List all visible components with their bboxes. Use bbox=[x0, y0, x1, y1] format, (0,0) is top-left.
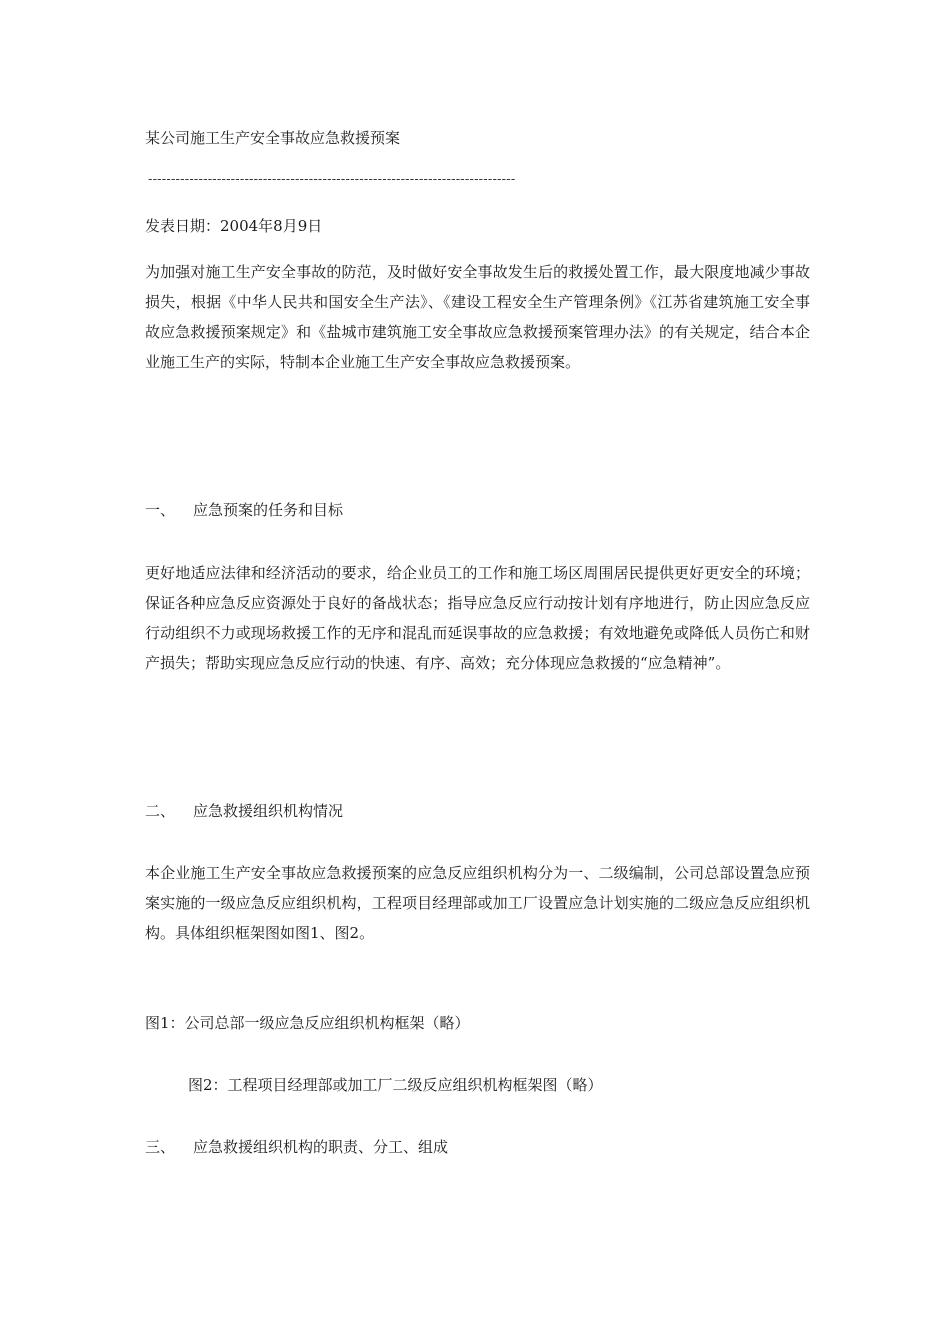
section-3-title: 应急救援组织机构的职责、分工、组成 bbox=[193, 1138, 449, 1156]
section-2-title: 应急救援组织机构情况 bbox=[193, 802, 344, 820]
document-title: 某公司施工生产安全事故应急救援预案 bbox=[145, 129, 401, 147]
section-2-number: 二、 bbox=[145, 802, 176, 820]
publish-date: 发表日期：2004年8月9日 bbox=[145, 217, 323, 235]
section-1-body: 更好地适应法律和经济活动的要求，给企业员工的工作和施工场区周围居民提供更好更安全的环境；保证各种应急反应资源处于良好的备战状态；指导应急反应行动按计划有序地进行，防止因应急反应行动组织不力或现场救援工作的无序和混乱而延误事故的应急救援；有效地避免或降低人员伤亡和财产损失；帮助实现应急反应行动的快速、有序、高效；充分体现应急救援的“应急精神”。 bbox=[145, 564, 810, 672]
figure-1-caption: 图1：公司总部一级应急反应组织机构框架（略） bbox=[145, 1014, 470, 1032]
intro-paragraph: 为加强对施工生产安全事故的防范，及时做好安全事故发生后的救援处置工作，最大限度地减少事故损失，根据《中华人民共和国安全生产法》、《建设工程安全生产管理条例》《江苏省建筑施工安全事故应急救援预案规定》和《盐城市建筑施工安全事故应急救援预案管理办法》的有关规定，结合本企业施工生产的实际，特制本企业施工生产安全事故应急救援预案。 bbox=[145, 263, 810, 371]
section-3-heading bbox=[145, 1137, 448, 1157]
section-1-number: 一、 bbox=[145, 501, 176, 519]
section-2-body: 本企业施工生产安全事故应急救援预案的应急反应组织机构分为一、二级编制，公司总部设置急应预案实施的一级应急反应组织机构，工程项目经理部或加工厂设置应急计划实施的二级应急反应组织机构。具体组织框架图如图1、图2。 bbox=[145, 864, 810, 942]
section-1-title: 应急预案的任务和目标 bbox=[193, 501, 344, 519]
figure-2-caption: 图2：工程项目经理部或加工厂二级反应组织机构框架图（略） bbox=[188, 1076, 603, 1094]
divider-line: -------------------------------------------------------------------------------- bbox=[148, 172, 516, 187]
section-2-heading bbox=[145, 801, 343, 821]
section-3-number: 三、 bbox=[145, 1138, 176, 1156]
section-1-heading bbox=[145, 500, 343, 520]
